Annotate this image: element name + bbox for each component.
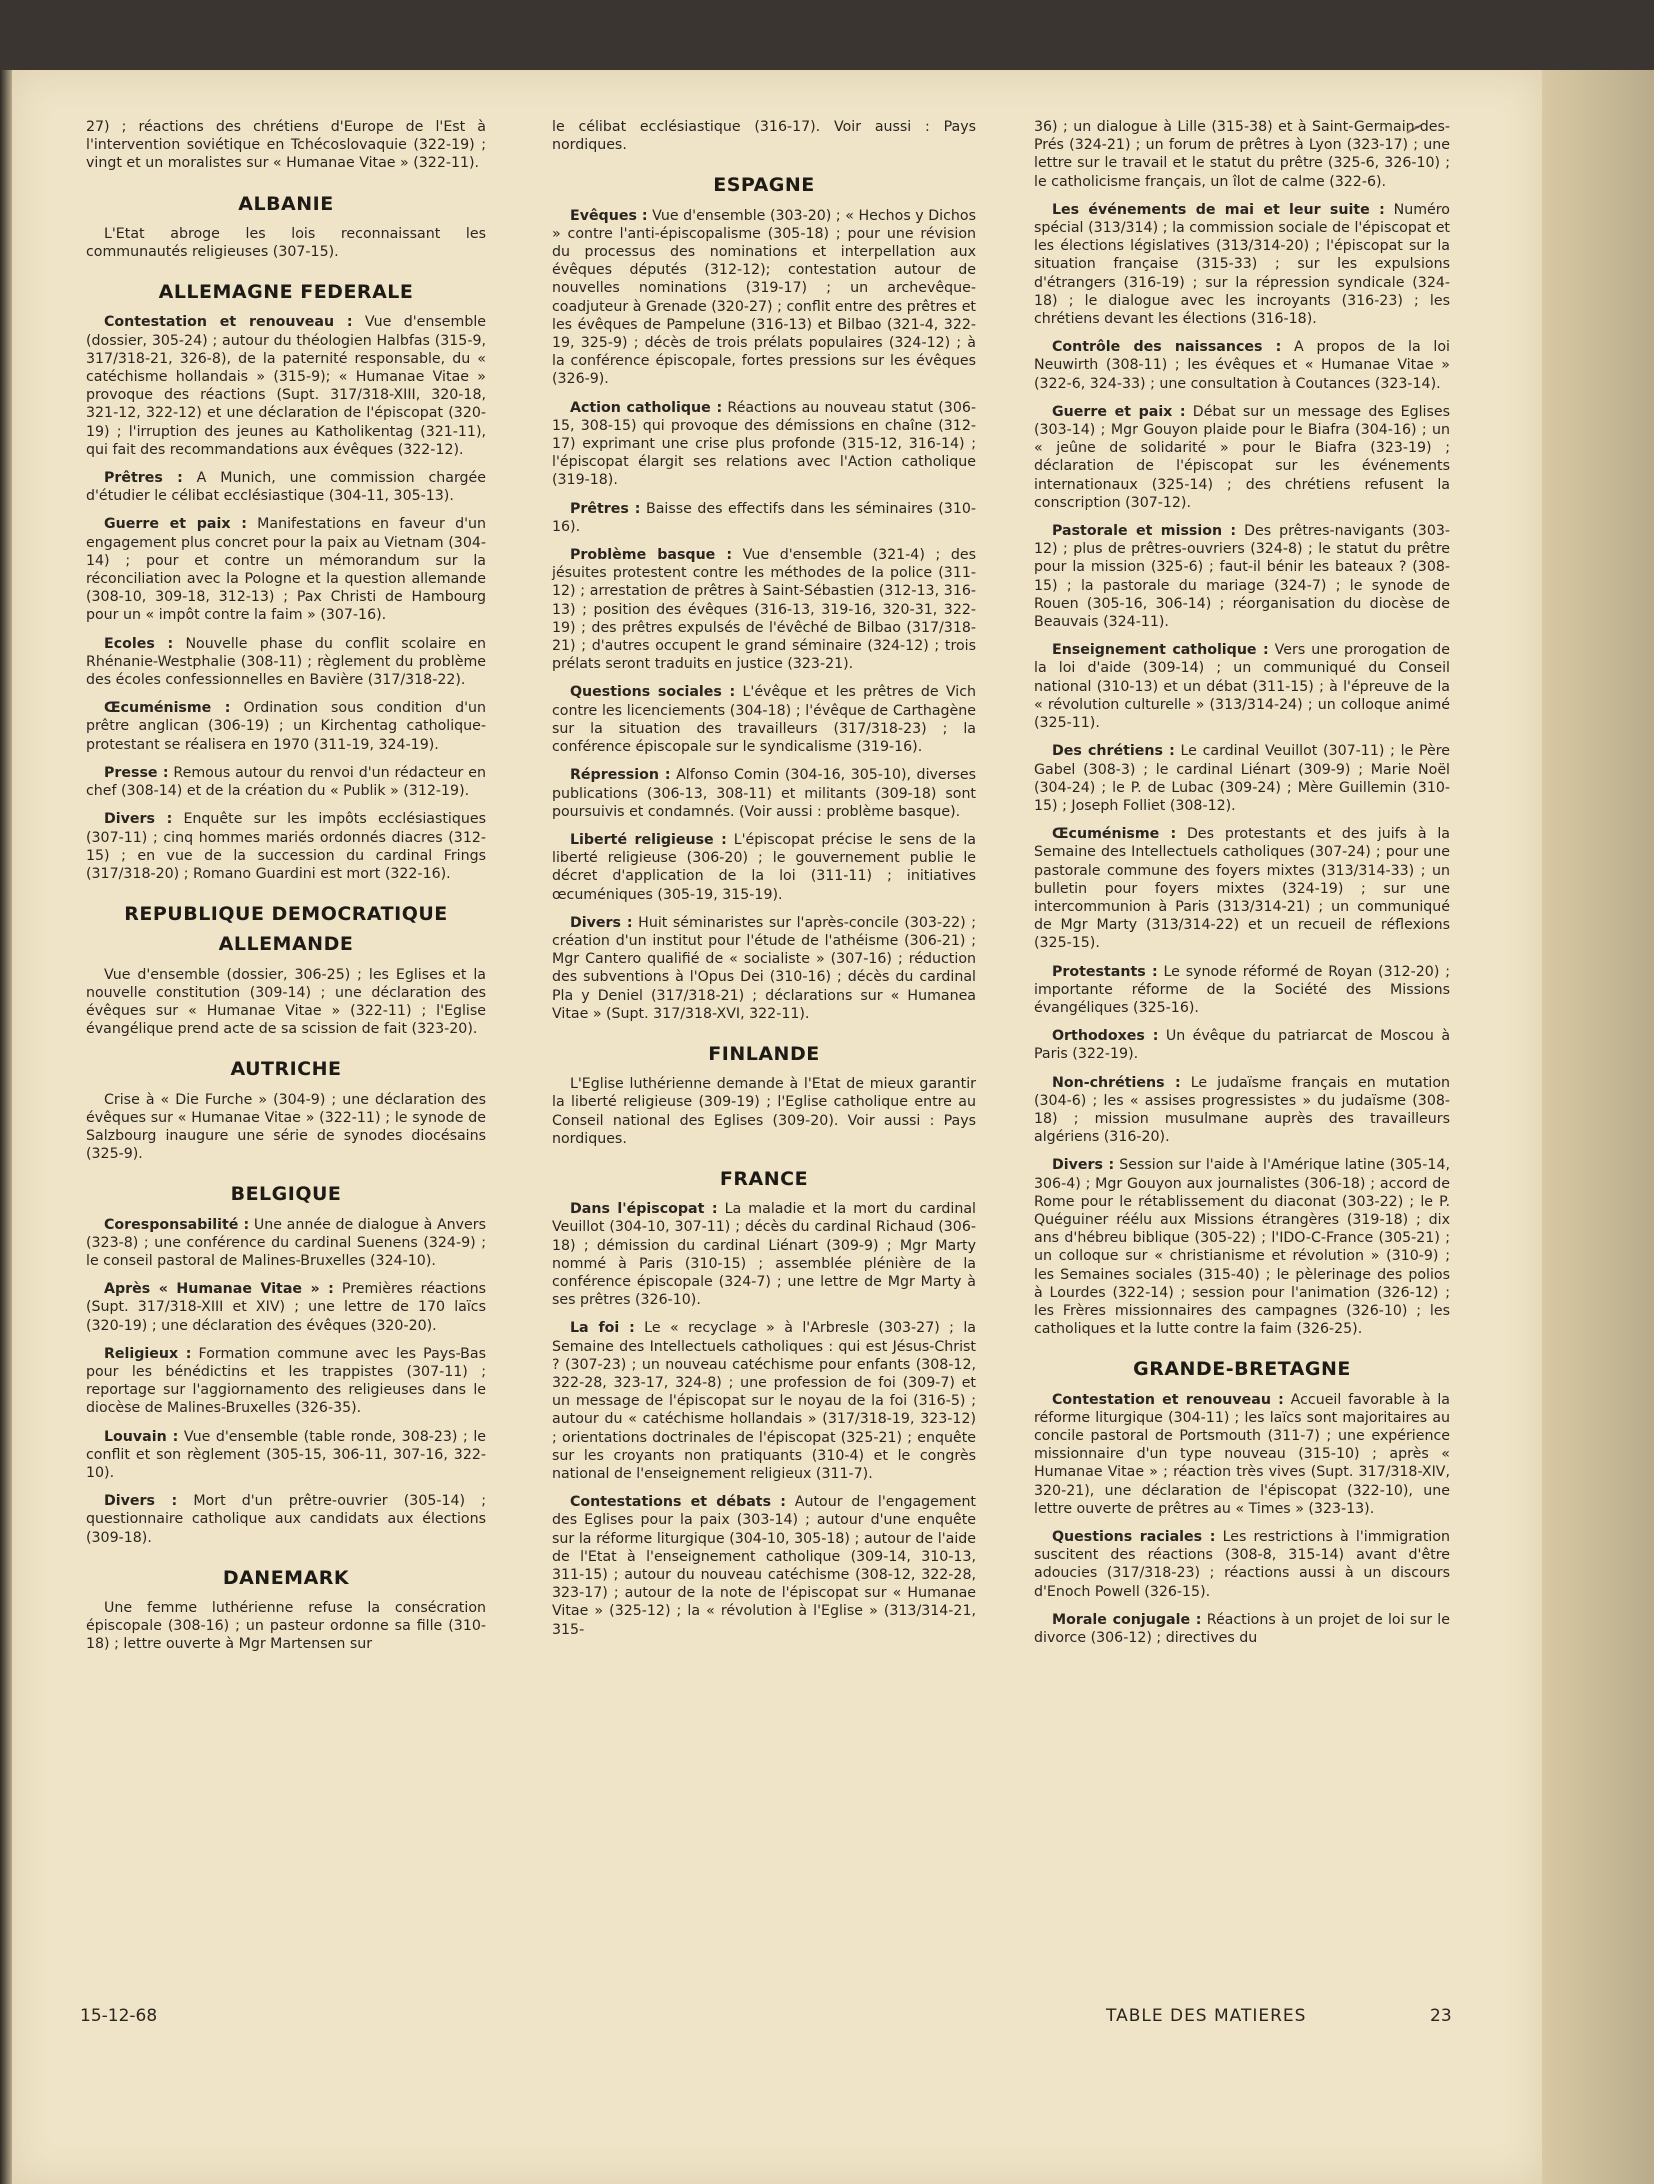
index-entry: [86, 515, 486, 624]
index-entry: [86, 1216, 486, 1271]
page-number: 23: [1430, 2006, 1452, 2026]
entry-term: Contrôle des naissances :: [1052, 339, 1282, 356]
section-title-finlande: FINLANDE: [708, 1042, 820, 1065]
index-entry: [552, 1493, 976, 1639]
entry-term: Coresponsabilité :: [104, 1216, 250, 1233]
index-entry: [552, 500, 976, 536]
index-entry: [1034, 1611, 1450, 1647]
section-title-belgique: BELGIQUE: [230, 1183, 342, 1206]
entry-text: Huit séminaristes sur l'après-concile (303-22) ; création d'un institut pour l'étude de l'athéisme (306-21) ; Mgr Cantero qualifié de « socialiste » (307-16) ; réduction des subventions à l'Opus Dei (310-16) ; décès du cardinal Pla y Deniel (317/318-21) ; déclarations sur « Humanea Vitae » (Supt. 317/318-XVI, 322-11).: [552, 914, 976, 1022]
entry-list: [1034, 201, 1450, 1339]
entry-term: Répression :: [570, 767, 671, 784]
index-entry: [1034, 403, 1450, 512]
entry-term: Prêtres :: [104, 470, 183, 487]
entry-text: L'épiscopat précise le sens de la liberté religieuse (306-20) ; le gouvernement publie le décret d'application de la loi (311-11) ; initiatives œcuméniques (305-19, 315-19).: [552, 831, 976, 903]
index-entry: [552, 546, 976, 673]
section-title-autriche: AUTRICHE: [230, 1058, 342, 1081]
entry-term: Protestants :: [1052, 963, 1158, 980]
entry-text: Numéro spécial (313/314) ; la commission sociale de l'épiscopat et les élections législatives (313/314-20) ; l'épiscopat sur la situation française (315-33) ; sur les expulsions d'étrangers (316-19) ; sur la répression syndicale (324-18) ; le dialogue avec les incroyants (316-23) ; les chrétiens devant les élections (316-18).: [1034, 201, 1450, 328]
entry-term: Divers :: [570, 914, 633, 931]
entry-term: Prêtres :: [570, 500, 641, 517]
index-entry: [86, 1428, 486, 1483]
entry-text: Le synode réformé de Royan (312-20) ; importante réforme de la Société des Missions évangéliques (325-16).: [1034, 963, 1450, 1016]
index-entry: [86, 313, 486, 459]
section-title-danemark: DANEMARK: [222, 1566, 350, 1589]
section-title-rda-line2: ALLEMANDE: [218, 933, 354, 956]
entry-text: Le cardinal Veuillot (307-11) ; le Père Gabel (308-3) ; le cardinal Liénart (309-9) ; Marie Noël (304-24) ; le P. de Lubac (309-24) ; Mère Guillemin (310-15) ; Joseph Folliet (308-12).: [1034, 743, 1451, 814]
section-title-allemagne-federale: ALLEMAGNE FEDERALE: [158, 281, 414, 304]
section-text: Une femme luthérienne refuse la consécration épiscopale (308-16) ; un pasteur ordonne sa fille (310-18) ; lettre ouverte à Mgr Martensen sur: [86, 1600, 486, 1653]
entry-term: Louvain :: [104, 1428, 179, 1445]
entry-term: Guerre et paix :: [104, 516, 247, 533]
entry-term: Les événements de mai et leur suite :: [1052, 201, 1385, 218]
index-entry: [552, 683, 976, 756]
index-entry: [552, 1200, 976, 1309]
entry-text: Les restrictions à l'immigration suscitent des réactions (308-8, 315-14) avant d'être adoucies (317/318-23) ; réactions aussi à un discours d'Enoch Powell (326-15).: [1034, 1529, 1450, 1600]
index-entry: [86, 1492, 486, 1547]
index-entry: [1034, 1528, 1450, 1601]
entry-term: Œcuménisme :: [1052, 826, 1177, 843]
entry-text: Vue d'ensemble (321-4) ; des jésuites protestent contre les méthodes de la police (311-12) ; arrestation de prêtres à Saint-Sébastien (312-13, 316-13) ; position des évêques (316-13, 319-16, 320-31, 322-19) ; des prêtres expulsés de l'évêché de Bilbao (317/318-21) ; d'autres occupent le grand séminaire (324-12) ; trois prélats seront traduits en justice (323-21).: [552, 547, 976, 673]
entry-text: Une année de dialogue à Anvers (323-8) ; une conférence du cardinal Suenens (324-9) ; le conseil pastoral de Malines-Bruxelles (324-10).: [86, 1216, 486, 1269]
entry-term: Après « Humanae Vitae » :: [104, 1281, 334, 1298]
entry-text: Mort d'un prêtre-ouvrier (305-14) ; questionnaire catholique aux candidats aux élections (309-18).: [86, 1493, 486, 1546]
index-entry: [86, 810, 486, 883]
entry-list: [86, 313, 486, 883]
index-entry: [552, 914, 976, 1023]
section-text: L'Eglise luthérienne demande à l'Etat de mieux garantir la liberté religieuse (309-19) ; l'Eglise catholique entre au Conseil national des Eglises (309-20). Voir aussi : Pays nordiques.: [552, 1076, 976, 1147]
section-text: Crise à « Die Furche » (304-9) ; une déclaration des évêques sur « Humanae Vitae » (322-11) ; le synode de Salzbourg inaugure une série de synodes diocésains (325-9).: [86, 1091, 486, 1163]
entry-term: Œcuménisme :: [104, 700, 231, 717]
index-entry: [552, 831, 976, 904]
entry-term: Guerre et paix :: [1052, 403, 1186, 420]
section-title-grande-bretagne: GRANDE-BRETAGNE: [1133, 1358, 1351, 1381]
page-left-edge: [0, 70, 12, 2184]
index-entry: [1034, 1074, 1450, 1147]
entry-term: Orthodoxes :: [1052, 1028, 1159, 1045]
entry-text: Nouvelle phase du conflit scolaire en Rhénanie-Westphalie (308-11) ; règlement du problème des écoles confessionnelles en Bavière (317/318-22).: [86, 635, 486, 689]
entry-term: Religieux :: [104, 1345, 192, 1362]
continued-text: 36) ; un dialogue à Lille (315-38) et à Saint-Germain-des-Prés (324-21) ; un forum de prêtres à Lyon (323-17) ; une lettre sur le travail et le statut du prêtre (325-6, 326-10) ; le catholicisme français, un îlot de calme (322-6).: [1034, 119, 1450, 190]
index-entry: [1034, 201, 1450, 328]
entry-list: [1034, 1391, 1450, 1648]
index-entry: [1034, 742, 1450, 815]
entry-text: Réactions à un projet de loi sur le divorce (306-12) ; directives du: [1034, 1611, 1450, 1647]
index-entry: [1034, 1156, 1450, 1338]
entry-text: Vue d'ensemble (dossier, 305-24) ; autour du théologien Halbfas (315-9, 317/318-21, 326-8), de la paternité responsable, du « catéchisme hollandais » (315-9); « Humanae Vitae » provoque des réactions (Supt. 317/318-XIII, 320-18, 321-12, 322-12) et une déclaration de l'épiscopat (320-19) ; l'irruption des jeunes au Katholikentag (321-11), qui fait des recommandations aux évêques (322-12).: [86, 314, 486, 458]
continued-text: le célibat ecclésiastique (316-17). Voir aussi : Pays nordiques.: [552, 119, 976, 154]
section-title-albanie: ALBANIE: [238, 192, 334, 215]
entry-text: Alfonso Comin (304-16, 305-10), diverses publications (306-13, 308-11) et militants (309-18) sont poursuivis et condamnés. (Voir aussi : problème basque).: [552, 767, 976, 820]
entry-text: Premières réactions (Supt. 317/318-XIII et XIV) ; une lettre de 170 laïcs (320-19) ; une déclaration des évêques (320-20).: [86, 1281, 486, 1334]
entry-text: Le « recyclage » à l'Arbresle (303-27) ; la Semaine des Intellectuels catholiques : qui est Jésus-Christ ? (307-23) ; un nouveau catéchisme pour enfants (308-12, 322-28, 323-17, 324-8) ; une profession de foi (309-7) et un message de l'épiscopat sur le noyau de la foi (316-5) ; autour du « catéchisme hollandais » (317/318-19, 323-12) ; orientations doctrinales de l'épiscopat (325-21) ; enquête sur les croyants non pratiquants (310-4) et le congrès national de l'enseignement religieux (311-7).: [552, 1320, 976, 1482]
entry-list: [552, 207, 976, 1023]
entry-text: L'évêque et les prêtres de Vich contre les licenciements (304-18) ; l'évêque de Carthagène sur la situation des travailleurs (317/318-23) ; la conférence épiscopale sur le syndicalisme (319-16).: [552, 684, 976, 756]
entry-text: Vers une prorogation de la loi d'aide (309-14) ; un communiqué du Conseil national (310-13) et un débat (311-15) ; à l'épreuve de la « révolution culturelle » (313/314-24) ; un colloque animé (325-11).: [1034, 642, 1450, 732]
entry-text: Autour de l'engagement des Eglises pour la paix (303-14) ; autour d'une enquête sur la réforme liturgique (304-10, 305-18) ; autour de l'aide de l'Etat à l'enseignement catholique (309-14, 310-13, 311-15) ; autour du nouveau catéchisme (308-12, 322-28, 323-17) ; autour de la note de l'épiscopat sur « Humanae Vitae » (325-12) ; la « révolution à l'Eglise » (313/314-21, 315-: [552, 1494, 976, 1638]
entry-text: Manifestations en faveur d'un engagement plus concret pour la paix au Vietnam (304-14) ; pour et contre un mémorandum sur la réconciliation avec la Pologne et la question allemande (308-10, 309-18, 312-13) ; Pax Christi de Hambourg pour un « impôt contre la faim » (307-16).: [86, 516, 486, 624]
entry-text: Enquête sur les impôts ecclésiastiques (307-11) ; cinq hommes mariés ordonnés diacres (312-15) ; en vue de la succession du cardinal Frings (317/318-20) ; Romano Guardini est mort (322-16).: [86, 811, 486, 882]
entry-term: Divers :: [104, 811, 173, 828]
entry-text: Vue d'ensemble (303-20) ; « Hechos y Dichos » contre l'anti-épiscopalisme (305-18) ; pour une révision du processus des nominations et interpellation aux évêques députés (312-12); contestation autour de nouvelles nominations (319-17) ; un archevêque-coadjuteur à Grenade (320-27) ; conflit entre des prêtres et les évêques de Pampelune (316-13) et Bilbao (321-4, 322-19, 325-9) ; décès de trois prélats populaires (324-12) ; à la conférence épiscopale, fortes pressions sur les évêques (326-9).: [552, 207, 976, 388]
column-1: [86, 118, 486, 1664]
index-entry: [1034, 522, 1450, 631]
entry-term: Contestation et renouveau :: [1052, 1391, 1284, 1408]
entry-list: [552, 1200, 976, 1639]
entry-term: Divers :: [104, 1493, 178, 1510]
footer-title: TABLE DES MATIERES: [1106, 2006, 1307, 2026]
index-entry: [1034, 338, 1450, 393]
entry-text: Ordination sous condition d'un prêtre anglican (306-19) ; un Kirchentag catholique-protestant se réalisera en 1970 (311-19, 324-19).: [86, 700, 487, 753]
entry-term: Non-chrétiens :: [1052, 1074, 1181, 1091]
index-entry: [552, 399, 976, 490]
entry-text: Un évêque du patriarcat de Moscou à Paris (322-19).: [1034, 1028, 1451, 1063]
entry-term: Presse :: [104, 764, 169, 781]
column-3: [1034, 118, 1450, 1657]
index-entry: [552, 207, 976, 389]
section-title-france: FRANCE: [719, 1167, 809, 1190]
entry-term: Problème basque :: [570, 547, 733, 564]
entry-term: Contestation et renouveau :: [104, 314, 353, 331]
entry-term: Questions sociales :: [570, 684, 736, 701]
section-text: L'Etat abroge les lois reconnaissant les communautés religieuses (307-15).: [86, 225, 486, 261]
entry-text: A propos de la loi Neuwirth (308-11) ; les évêques et « Humanae Vitae » (322-6, 324-33) ; une consultation à Coutances (323-14).: [1034, 339, 1450, 392]
entry-text: Vue d'ensemble (table ronde, 308-23) ; le conflit et son règlement (305-15, 306-11, 307-16, 322-10).: [86, 1428, 486, 1481]
index-entry: [1034, 825, 1450, 952]
index-entry: [86, 699, 486, 754]
index-entry: [86, 764, 486, 800]
entry-term: Pastorale et mission :: [1052, 523, 1237, 540]
entry-text: La maladie et la mort du cardinal Veuillot (304-10, 307-11) ; décès du cardinal Richaud (306-18) ; démission du cardinal Liénart (309-9) ; Mgr Marty nommé à Paris (310-15) ; assemblée plénière de la conférence épiscopale (324-7) ; une lettre de Mgr Marty à ses prêtres (326-10).: [552, 1201, 976, 1309]
entry-text: A Munich, une commission chargée d'étudier le célibat ecclésiastique (304-11, 305-13).: [86, 470, 486, 505]
entry-term: Action catholique :: [570, 399, 723, 416]
entry-term: Des chrétiens :: [1052, 743, 1175, 760]
entry-term: Contestations et débats :: [570, 1494, 786, 1511]
entry-text: Réactions au nouveau statut (306-15, 308-15) qui provoque des démissions en chaîne (312-17) exprimant une crise plus profonde (315-12, 316-14) ; l'épiscopat élargit ses relations avec l'Action catholique (319-18).: [552, 399, 976, 489]
entry-term: Questions raciales :: [1052, 1529, 1216, 1546]
footer-date: 15-12-68: [80, 2006, 158, 2026]
entry-text: Des protestants et des juifs à la Semaine des Intellectuels catholiques (307-24) ; pour une pastorale commune des foyers mixtes (313/314-33) ; un bulletin pour foyers mixtes (324-19) ; sur une intercommunion à Paris (313/314-21) ; un communiqué de Mgr Marty (313/314-22) et un recueil de réflexions (325-15).: [1034, 826, 1450, 952]
section-title-rda-line1: REPUBLIQUE DEMOCRATIQUE: [124, 903, 448, 926]
entry-term: La foi :: [570, 1320, 635, 1337]
entry-term: Liberté religieuse :: [570, 831, 727, 848]
index-entry: [1034, 1027, 1450, 1063]
entry-text: Accueil favorable à la réforme liturgique (304-11) ; les laïcs sont majoritaires au concile pastoral de Portsmouth (311-7) ; une expérience missionnaire d'un type nouveau (315-10) ; après « Humanae Vitae » ; réaction très vives (Supt. 317/318-XIV, 320-21), une déclaration de l'épiscopat (322-10), une lettre ouverte de prêtres au « Times » (323-13).: [1034, 1391, 1451, 1517]
entry-text: Des prêtres-navigants (303-12) ; plus de prêtres-ouvriers (324-8) ; le statut du prêtre pour la mission (325-6) ; faut-il bénir les bateaux ? (308-15) ; la pastorale du mariage (324-7) ; le synode de Rouen (305-16, 306-14) ; réorganisation du diocèse de Beauvais (324-11).: [1034, 523, 1451, 631]
index-entry: [86, 469, 486, 505]
index-entry: [552, 766, 976, 821]
column-2: [552, 118, 976, 1649]
entry-term: Ecoles :: [104, 635, 174, 652]
index-entry: [86, 1280, 486, 1335]
section-text: Vue d'ensemble (dossier, 306-25) ; les Eglises et la nouvelle constitution (309-14) ; une déclaration des évêques sur « Humanae Vitae » (322-11) ; l'Eglise évangélique prend acte de sa scission de fait (323-20).: [86, 966, 486, 1038]
entry-term: Morale conjugale :: [1052, 1611, 1202, 1628]
index-entry: [1034, 641, 1450, 732]
entry-text: Remous autour du renvoi d'un rédacteur en chef (308-14) et de la création du « Publik » (312-19).: [86, 764, 486, 800]
section-title-espagne: ESPAGNE: [713, 174, 815, 197]
entry-list: [86, 1216, 486, 1547]
index-entry: [1034, 1391, 1450, 1518]
entry-term: Enseignement catholique :: [1052, 642, 1269, 659]
entry-text: Le judaïsme français en mutation (304-6) ; les « assises progressistes » du judaïsme (308-18) ; mission musulmane auprès des travailleurs algériens (316-20).: [1034, 1074, 1450, 1146]
index-entry: [86, 635, 486, 690]
index-entry: [1034, 963, 1450, 1018]
page-right-edge: [1542, 70, 1654, 2184]
entry-text: Session sur l'aide à l'Amérique latine (305-14, 306-4) ; Mgr Gouyon aux journalistes (306-18) ; accord de Rome pour le rétablissement du diaconat (303-22) ; le P. Quéguiner réélu aux Missions étrangères (319-18) ; dix ans d'hébreu biblique (305-22) ; l'IDO-C-France (305-21) ; un colloque sur « christianisme et révolution » (310-9) ; les Semaines sociales (315-40) ; le pèlerinage des polios à Lourdes (322-14) ; session pour l'animation (326-12) ; les Frères missionnaires des campagnes (326-10) ; les catholiques et la lutte contre la faim (326-25).: [1034, 1157, 1450, 1338]
index-entry: [552, 1319, 976, 1483]
entry-text: Baisse des effectifs dans les séminaires (310-16).: [552, 500, 976, 535]
continued-text: 27) ; réactions des chrétiens d'Europe de l'Est à l'intervention soviétique en Tchécoslovaquie (322-19) ; vingt et un moralistes sur « Humanae Vitae » (322-11).: [86, 119, 486, 172]
entry-term: Evêques :: [570, 207, 648, 224]
entry-term: Dans l'épiscopat :: [570, 1201, 718, 1218]
entry-text: Formation commune avec les Pays-Bas pour les bénédictins et les trappistes (307-11) ; reportage sur l'aggiornamento des religieuses dans le diocèse de Malines-Bruxelles (326-35).: [86, 1345, 486, 1417]
entry-text: Débat sur un message des Eglises (303-14) ; Mgr Gouyon plaide pour le Biafra (304-16) ; un « jeûne de solidarité » pour le Biafra (323-19) ; déclaration de l'épiscopat sur les événements internationaux (325-14) ; des chrétiens refusent la conscription (307-12).: [1034, 403, 1450, 511]
index-entry: [86, 1345, 486, 1418]
entry-term: Divers :: [1052, 1157, 1115, 1174]
